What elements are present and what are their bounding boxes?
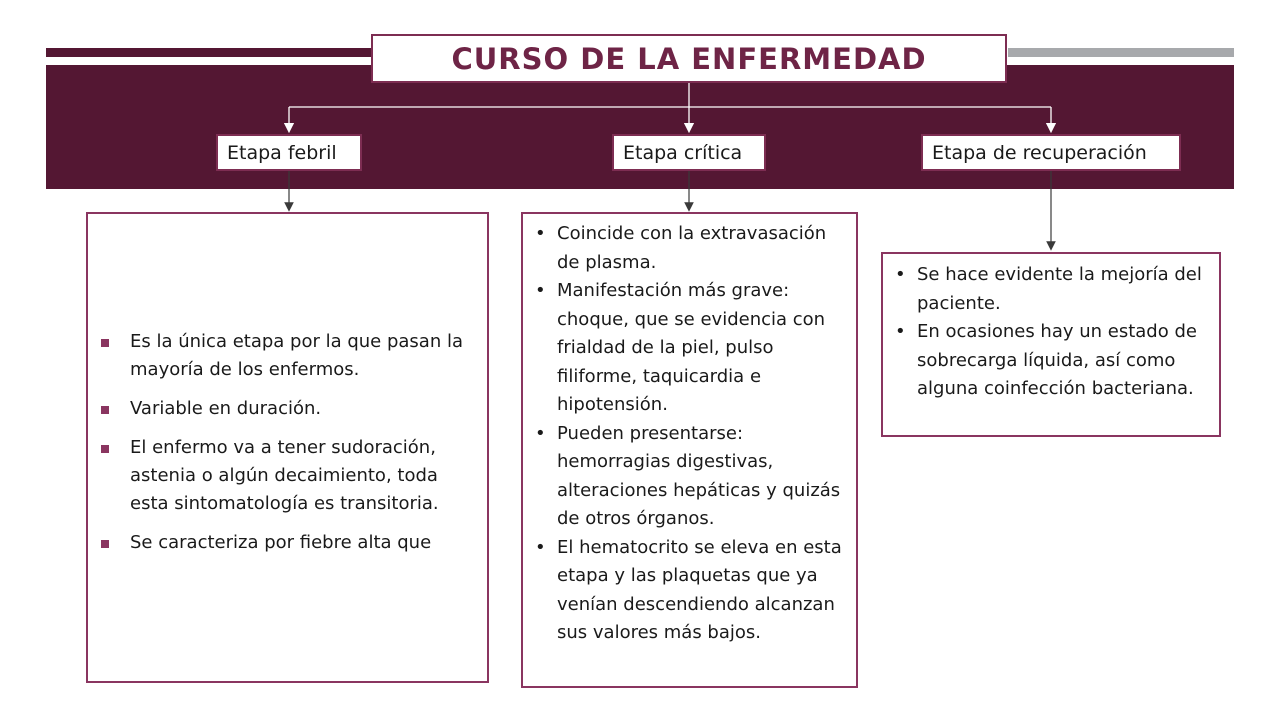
febril-item: Es la única etapa por la que pasan la mayoría de los enfermos. <box>98 328 482 384</box>
stage-recuperacion: Etapa de recuperación <box>921 134 1181 171</box>
recuperacion-box <box>881 252 1221 437</box>
critica-item: • El hematocrito se eleva en esta etapa y las plaquetas que ya venían descendiendo alcanzan sus valores más bajos. <box>529 534 849 648</box>
critica-item: • Pueden presentarse: hemorragias digestivas, alteraciones hepáticas y quizás de otros órganos. <box>529 420 849 534</box>
recuperacion-item: • En ocasiones hay un estado de sobrecarga líquida, así como alguna coinfección bacteriana. <box>889 318 1211 404</box>
stage-febril: Etapa febril <box>216 134 362 171</box>
recuperacion-item: • Se hace evidente la mejoría del paciente. <box>889 261 1211 318</box>
critica-item: • Coincide con la extravasación de plasma. <box>529 220 849 277</box>
title-to-stage-connectors <box>289 83 1051 128</box>
febril-item: El enfermo va a tener sudoración, astenia o algún decaimiento, toda esta sintomatología es transitoria. <box>98 434 482 518</box>
diagram-title: CURSO DE LA ENFERMEDAD <box>371 34 1007 83</box>
febril-item: Variable en duración. <box>98 395 482 423</box>
critica-item: • Manifestación más grave: choque, que se evidencia con frialdad de la piel, pulso filiforme, taquicardia e hipotensión. <box>529 277 849 420</box>
stage-critica: Etapa crítica <box>612 134 766 171</box>
febril-item: Se caracteriza por fiebre alta que <box>98 529 482 557</box>
critica-box <box>521 212 858 688</box>
febril-box <box>86 212 489 683</box>
